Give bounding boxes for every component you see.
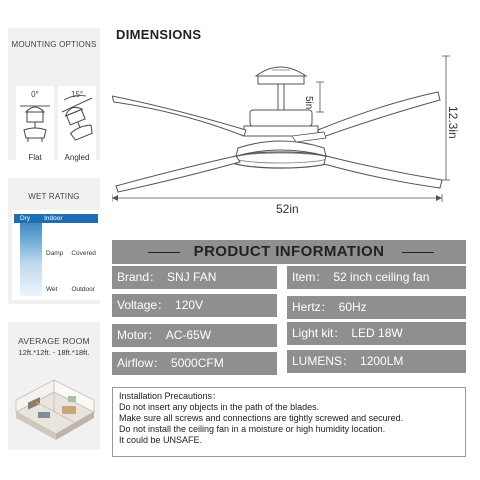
installation-precautions-box <box>112 387 466 457</box>
spec-airflow-label: Airflow： <box>117 356 166 370</box>
spec-voltage-value: 120V <box>175 298 204 312</box>
spec-light-kit-label: Light kit： <box>292 326 346 340</box>
wet-row-damp <box>46 250 96 257</box>
mounting-options-title: MOUNTING OPTIONS <box>11 40 97 49</box>
spec-lumens-value: 1200LM <box>360 354 404 368</box>
spec-airflow-value: 5000CFM <box>171 356 224 370</box>
mounting-options-panel <box>8 28 100 160</box>
spec-voltage <box>112 294 277 317</box>
spec-lumens <box>287 350 466 373</box>
spec-brand-label: Brand： <box>117 270 162 284</box>
wet-row-wet <box>46 286 95 293</box>
product-information-banner <box>112 240 466 264</box>
wet-row-damp-a: Damp <box>46 250 64 257</box>
spec-motor-label: Motor： <box>117 328 160 342</box>
wet-row-wet-b: Outdoor <box>71 286 95 293</box>
spec-hertz-label: Hertz： <box>292 300 333 314</box>
product-information-title: PRODUCT INFORMATION <box>193 243 385 260</box>
angled-degree: 15° <box>70 90 84 99</box>
spec-motor <box>112 324 277 347</box>
wet-gradient-bar <box>20 214 42 296</box>
installation-line: Do not install the ceiling fan in a moisture or high humidity location. <box>119 424 386 434</box>
installation-line: Make sure all screws and connections are tightly screwed and secured. <box>119 413 404 423</box>
spec-light-kit <box>287 322 466 345</box>
wet-row-damp-b: Covered <box>71 250 96 257</box>
spec-light-kit-value: LED 18W <box>351 326 403 340</box>
dimensions-title: DIMENSIONS <box>116 27 202 42</box>
average-room-size: 12ft.*12ft. - 18ft.*18ft. <box>18 348 90 357</box>
spec-item-label: Item： <box>292 270 328 284</box>
fan-dimension-drawing <box>112 52 462 202</box>
spec-voltage-label: Voltage： <box>117 298 170 312</box>
average-room-title: AVERAGE ROOM <box>18 336 90 346</box>
spec-motor-value: AC-65W <box>165 328 212 342</box>
wet-rating-title: WET RATING <box>28 192 80 201</box>
downrod-length-label: 5in <box>303 96 314 110</box>
wet-rating-scale <box>12 210 100 300</box>
spec-airflow <box>112 352 277 375</box>
spec-lumens-label: LUMENS： <box>292 354 355 368</box>
installation-title: Installation Precautions： <box>119 391 222 401</box>
spec-brand <box>112 266 277 289</box>
flat-label: Flat <box>28 153 42 162</box>
blade-span-label: 52in <box>276 202 299 216</box>
wet-row-dry <box>14 214 98 223</box>
wet-row-wet-a: Wet <box>46 286 58 293</box>
wet-row-dry-a: Dry <box>20 215 31 222</box>
angled-label: Angled <box>64 153 90 162</box>
banner-rule-right <box>402 252 434 253</box>
room-floorplan-illustration <box>8 360 100 450</box>
flat-degree: 0° <box>31 90 39 99</box>
fan-height-label: 12.3in <box>446 106 460 139</box>
spec-brand-value: SNJ FAN <box>167 270 217 284</box>
average-room-panel <box>8 322 100 450</box>
wet-row-dry-b: Indoor <box>44 215 63 222</box>
spec-hertz-value: 60Hz <box>338 300 367 314</box>
mount-angled-option <box>58 86 96 166</box>
spec-item-value: 52 inch ceiling fan <box>333 270 430 284</box>
installation-line: Do not insert any objects in the path of the blades. <box>119 402 320 412</box>
wet-rating-panel <box>8 178 100 304</box>
spec-hertz <box>287 296 466 319</box>
installation-line: It could be UNSAFE. <box>119 435 203 445</box>
spec-item <box>287 266 466 289</box>
mount-flat-option <box>16 86 54 166</box>
